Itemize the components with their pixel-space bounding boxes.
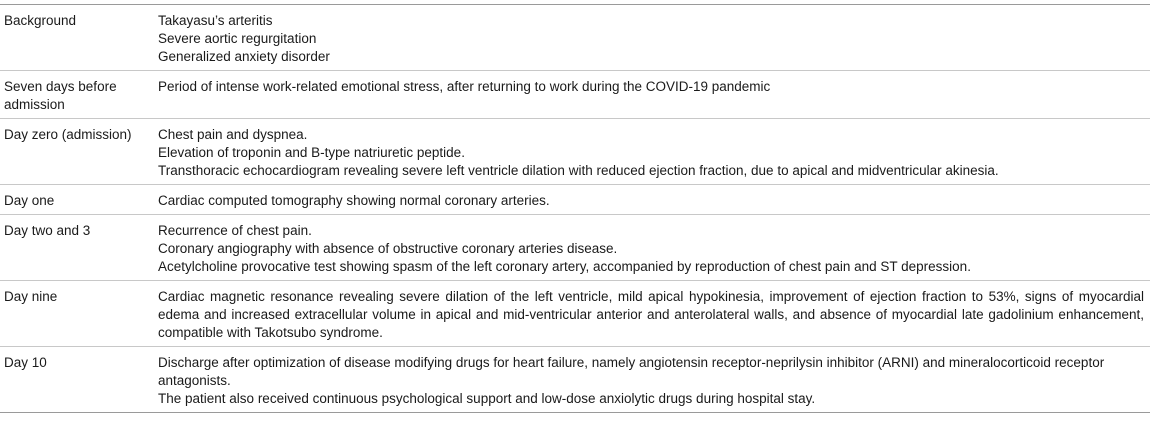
table-row [0, 281, 1150, 347]
content-line: Takayasu’s arteritis [158, 13, 273, 28]
content-line: The patient also received continuous psychological support and low-dose anxiolytic drugs during hospital stay. [158, 391, 816, 406]
row-label: Day 10 [4, 355, 47, 370]
row-content [154, 126, 1150, 180]
row-content [154, 354, 1150, 408]
row-label: Seven days before admission [4, 79, 117, 112]
row-label: Day nine [4, 289, 58, 304]
table-row [0, 119, 1150, 185]
row-content [154, 222, 1150, 276]
row-content [154, 12, 1150, 66]
row-label: Day one [4, 193, 55, 208]
content-line: Discharge after optimization of disease modifying drugs for heart failure, namely angiotensin receptor-neprilysin inhibitor (ARNI) and mineralocorticoid receptor antagonists. [158, 355, 1108, 388]
content-line: Recurrence of chest pain. [158, 223, 312, 238]
table-row [0, 347, 1150, 413]
content-line: Transthoracic echocardiogram revealing severe left ventricle dilation with reduced ejection fraction, due to apical and midventricular akinesia. [158, 163, 999, 178]
content-line: Chest pain and dyspnea. [158, 127, 308, 142]
table-row [0, 215, 1150, 281]
content-line: Elevation of troponin and B-type natriuretic peptide. [158, 145, 465, 160]
content-line: Cardiac computed tomography showing normal coronary arteries. [158, 193, 550, 208]
row-content [154, 192, 1150, 210]
table-row [0, 71, 1150, 119]
content-line: Coronary angiography with absence of obstructive coronary arteries disease. [158, 241, 618, 256]
table-row [0, 185, 1150, 215]
content-line: Severe aortic regurgitation [158, 31, 317, 46]
content-line: Cardiac magnetic resonance revealing severe dilation of the left ventricle, mild apical hypokinesia, improvement of ejection fraction to 53%, signs of myocardial edema and increased extracellular volume in apical and mid-ventricular anterior and anterolateral walls, and absence of myocardial late gadolinium enhancement, compatible with Takotsubo syndrome. [158, 289, 1148, 340]
row-label: Day two and 3 [4, 223, 91, 238]
row-content [154, 78, 1150, 114]
row-label: Day zero (admission) [4, 127, 132, 142]
row-content [154, 288, 1150, 342]
content-line: Acetylcholine provocative test showing spasm of the left coronary artery, accompanied by reproduction of chest pain and ST depression. [158, 259, 971, 274]
table-row [0, 5, 1150, 71]
content-line: Period of intense work-related emotional stress, after returning to work during the COVID-19 pandemic [158, 79, 771, 94]
content-line: Generalized anxiety disorder [158, 49, 330, 64]
timeline-table [0, 4, 1150, 413]
row-label: Background [4, 13, 77, 28]
